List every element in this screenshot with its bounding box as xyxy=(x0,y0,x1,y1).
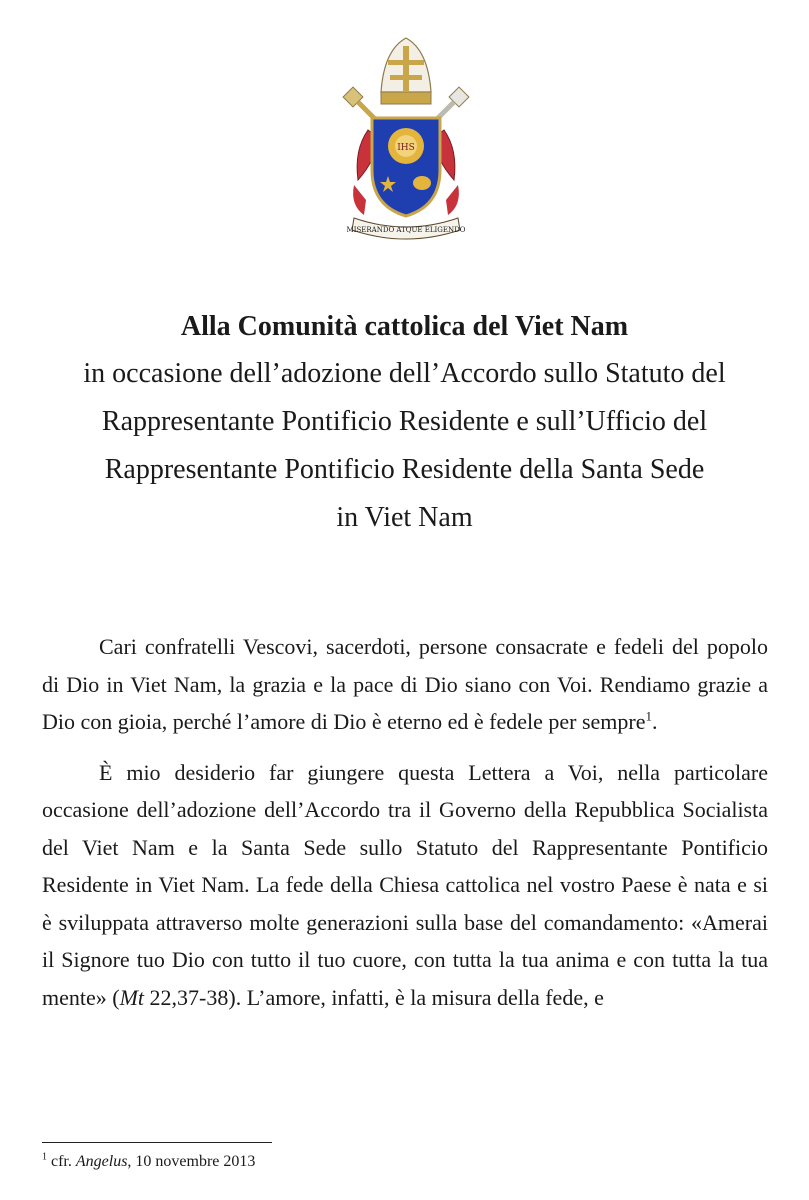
sun-emblem-icon xyxy=(388,128,424,164)
paragraph-occasion-tail: 22,37-38). L’amore, infatti, è la misura della fede, e xyxy=(144,984,604,1010)
letter-heading xyxy=(0,310,809,542)
monogram-text: IHS xyxy=(397,143,415,153)
scripture-book: Mt xyxy=(119,984,145,1010)
paragraph-greeting-text: Cari confratelli Vescovi, sacerdoti, persone consacrate e fedeli del popolo di Dio in Viet Nam, la grazia e la pace di Dio siano con Voi. Rendiamo grazie a Dio con gioia, perché l’amore di Dio è eterno ed è fedele per sempre xyxy=(42,634,768,734)
subtitle-line-1: in occasione dell’adozione dell’Accordo sullo Statuto del xyxy=(83,358,726,389)
paragraph-occasion-text: È mio desiderio far giungere questa Lettera a Voi, nella particolare occasione dell’adozione dell’Accordo tra il Governo della Repubblica Socialista del Viet Nam e la Santa Sede sullo Statuto del Rappresentante Pontificio Residente in Viet Nam. La fede della Chiesa cattolica nel vostro Paese è nata e si è sviluppata attraverso molte generazioni sulla base del comandamento: «Amerai il Signore tuo Dio con tutto il tuo cuore, con tutta la tua anima e con tutta la tua mente» ( xyxy=(42,759,768,1010)
footnote-date: , 10 novembre 2013 xyxy=(127,1153,256,1170)
footnote-divider xyxy=(42,1142,272,1143)
paragraph-greeting-end: . xyxy=(652,709,658,734)
footnote-prefix: cfr. xyxy=(47,1153,76,1170)
motto-text: MISERANDO ATQUE ELIGENDO xyxy=(346,226,466,234)
nard-flower-icon xyxy=(413,176,431,190)
subtitle-line-4: in Viet Nam xyxy=(336,502,473,533)
footnote xyxy=(42,1152,255,1172)
papal-coat-of-arms xyxy=(336,30,476,250)
mitre-icon xyxy=(381,38,431,104)
subtitle-line-3: Rappresentante Pontificio Residente della Santa Sede xyxy=(104,454,705,485)
footnote-source: Angelus xyxy=(75,1153,128,1170)
paragraph-occasion xyxy=(42,754,768,1017)
subtitle-line-2: Rappresentante Pontificio Residente e sull’Ufficio del xyxy=(101,406,708,437)
footnote-ref: 1 xyxy=(645,708,653,724)
paragraph-greeting xyxy=(42,628,768,741)
footnote-number: 1 xyxy=(42,1151,47,1163)
shield-icon xyxy=(372,118,440,216)
letter-title: Alla Comunità cattolica del Viet Nam xyxy=(180,311,629,342)
motto-scroll xyxy=(347,218,466,239)
letter-body xyxy=(42,628,768,1016)
